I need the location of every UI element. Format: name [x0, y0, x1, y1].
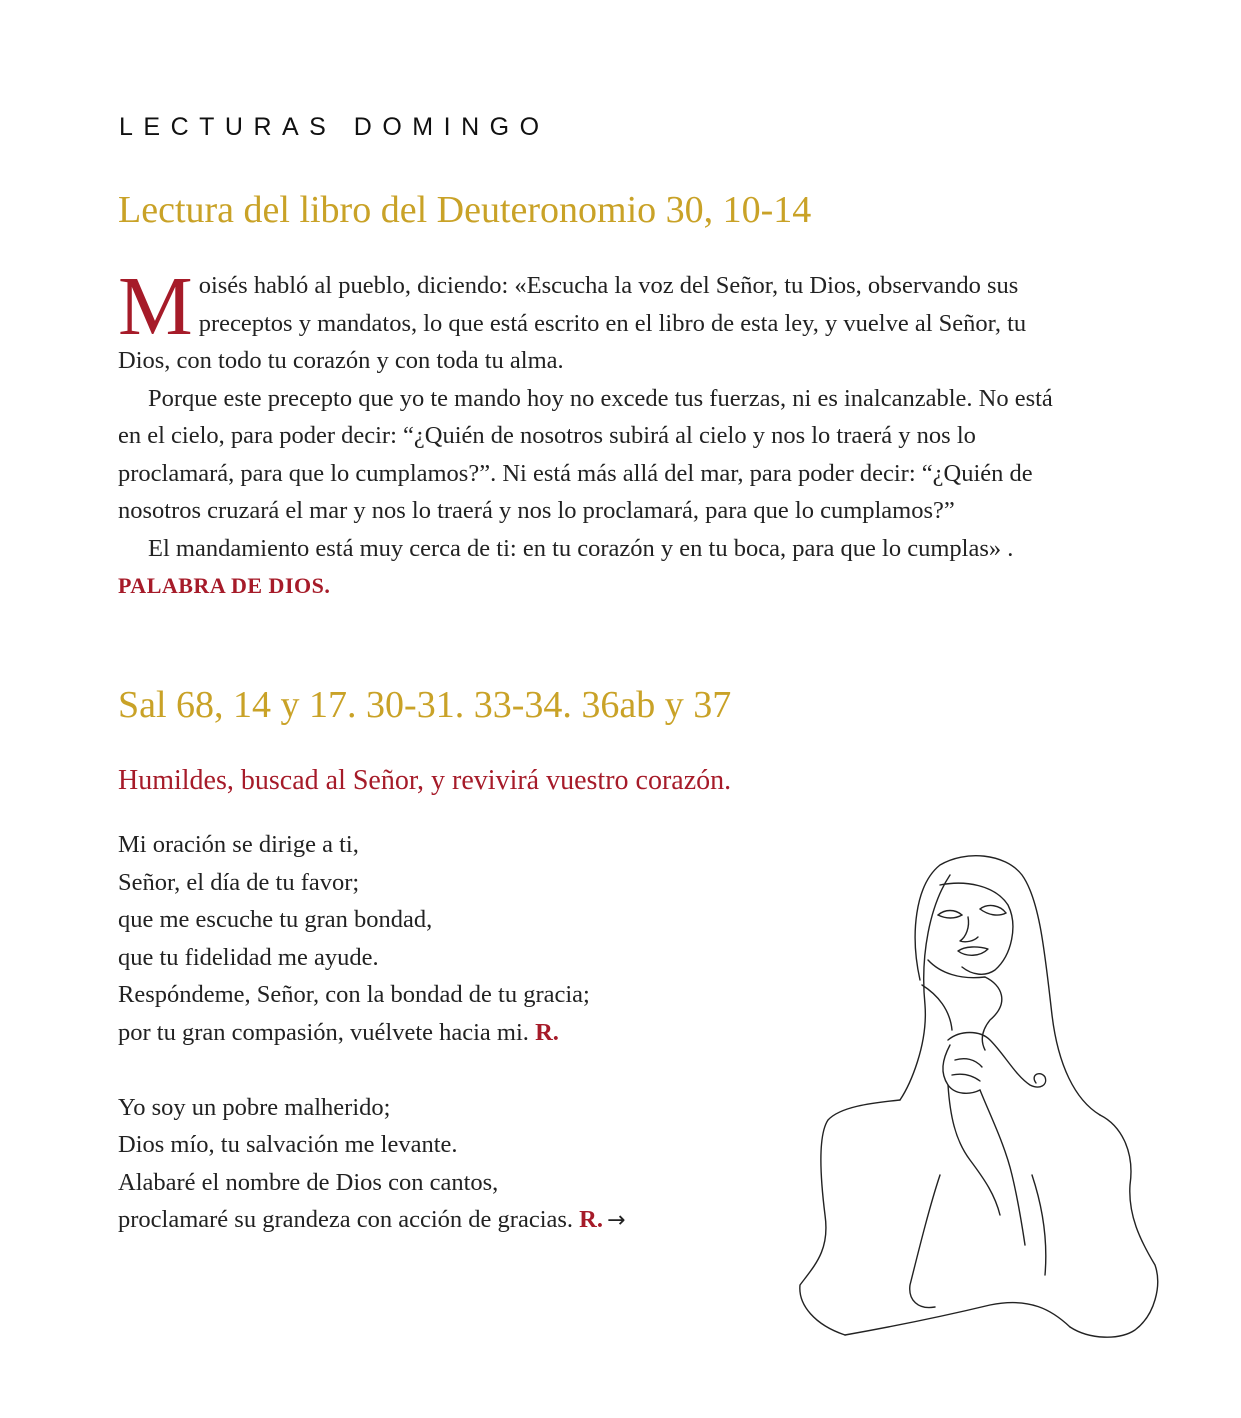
first-reading-text: [118, 260, 1068, 605]
psalm-line: Dios mío, tu salvación me levante.: [118, 1131, 458, 1158]
response-marker: R.: [579, 1206, 603, 1233]
psalm-line-last: [118, 1014, 818, 1052]
psalm-line: Alabaré el nombre de Dios con cantos,: [118, 1168, 499, 1196]
psalm-line-text: proclamaré su grandeza con acción de gracias.: [118, 1206, 574, 1233]
reading-paragraph-3-text: El mandamiento está muy cerca de ti: en tu corazón y en tu boca, para que lo cumplas» .: [148, 534, 1014, 562]
reading-paragraph-2: Porque este precepto que yo te mando hoy no excede tus fuerzas, ni es inalcanzable. No está en el cielo, para poder decir: “¿Quién de nosotros subirá al cielo y nos lo traerá y nos lo proclamará, para que lo cumplamos?”. Ni está más allá del mar, para poder decir: “¿Quién de nosotros cruzará el mar y nos lo traerá y nos lo proclamará, para que lo cumplamos?”: [118, 384, 1053, 524]
psalm-line: que tu fidelidad me ayude.: [118, 943, 379, 971]
psalm-stanza-2: [118, 1089, 818, 1240]
reading-paragraph-3: [118, 530, 1068, 605]
psalm-line: Mi oración se dirige a ti,: [118, 831, 359, 858]
psalm-line: que me escuche tu gran bondad,: [118, 906, 433, 933]
reading-title: Lectura del libro del Deuteronomio 30, 10-14: [118, 189, 812, 231]
response-marker: R.: [535, 1018, 559, 1046]
arrow-right-icon: →: [607, 1208, 626, 1233]
drop-cap: M: [118, 260, 193, 353]
psalm-title: Sal 68, 14 y 17. 30-31. 33-34. 36ab y 37: [118, 684, 732, 726]
psalm-line-text: por tu gran compasión, vuélvete hacia mi.: [118, 1018, 529, 1046]
psalm-line: Respóndeme, Señor, con la bondad de tu gracia;: [118, 981, 590, 1008]
psalm-text: [118, 826, 818, 1277]
reading-paragraph-1: [118, 260, 1068, 380]
psalm-response: Humildes, buscad al Señor, y revivirá vuestro corazón.: [118, 765, 732, 796]
praying-woman-illustration: [790, 845, 1170, 1345]
psalm-stanza-1: [118, 826, 818, 1051]
section-label: LECTURAS DOMINGO: [119, 113, 550, 141]
reading-paragraph-1-text: oisés habló al pueblo, diciendo: «Escucha la voz del Señor, tu Dios, observando sus preceptos y mandatos, lo que está escrito en el libro de esta ley, y vuelve al Señor, tu Dios, con todo tu corazón y con toda tu alma.: [118, 272, 1027, 374]
psalm-line-last: [118, 1201, 818, 1240]
psalm-line: Yo soy un pobre malherido;: [118, 1093, 391, 1121]
word-of-god-label: PALABRA DE DIOS.: [118, 573, 331, 598]
psalm-line: Señor, el día de tu favor;: [118, 868, 360, 896]
